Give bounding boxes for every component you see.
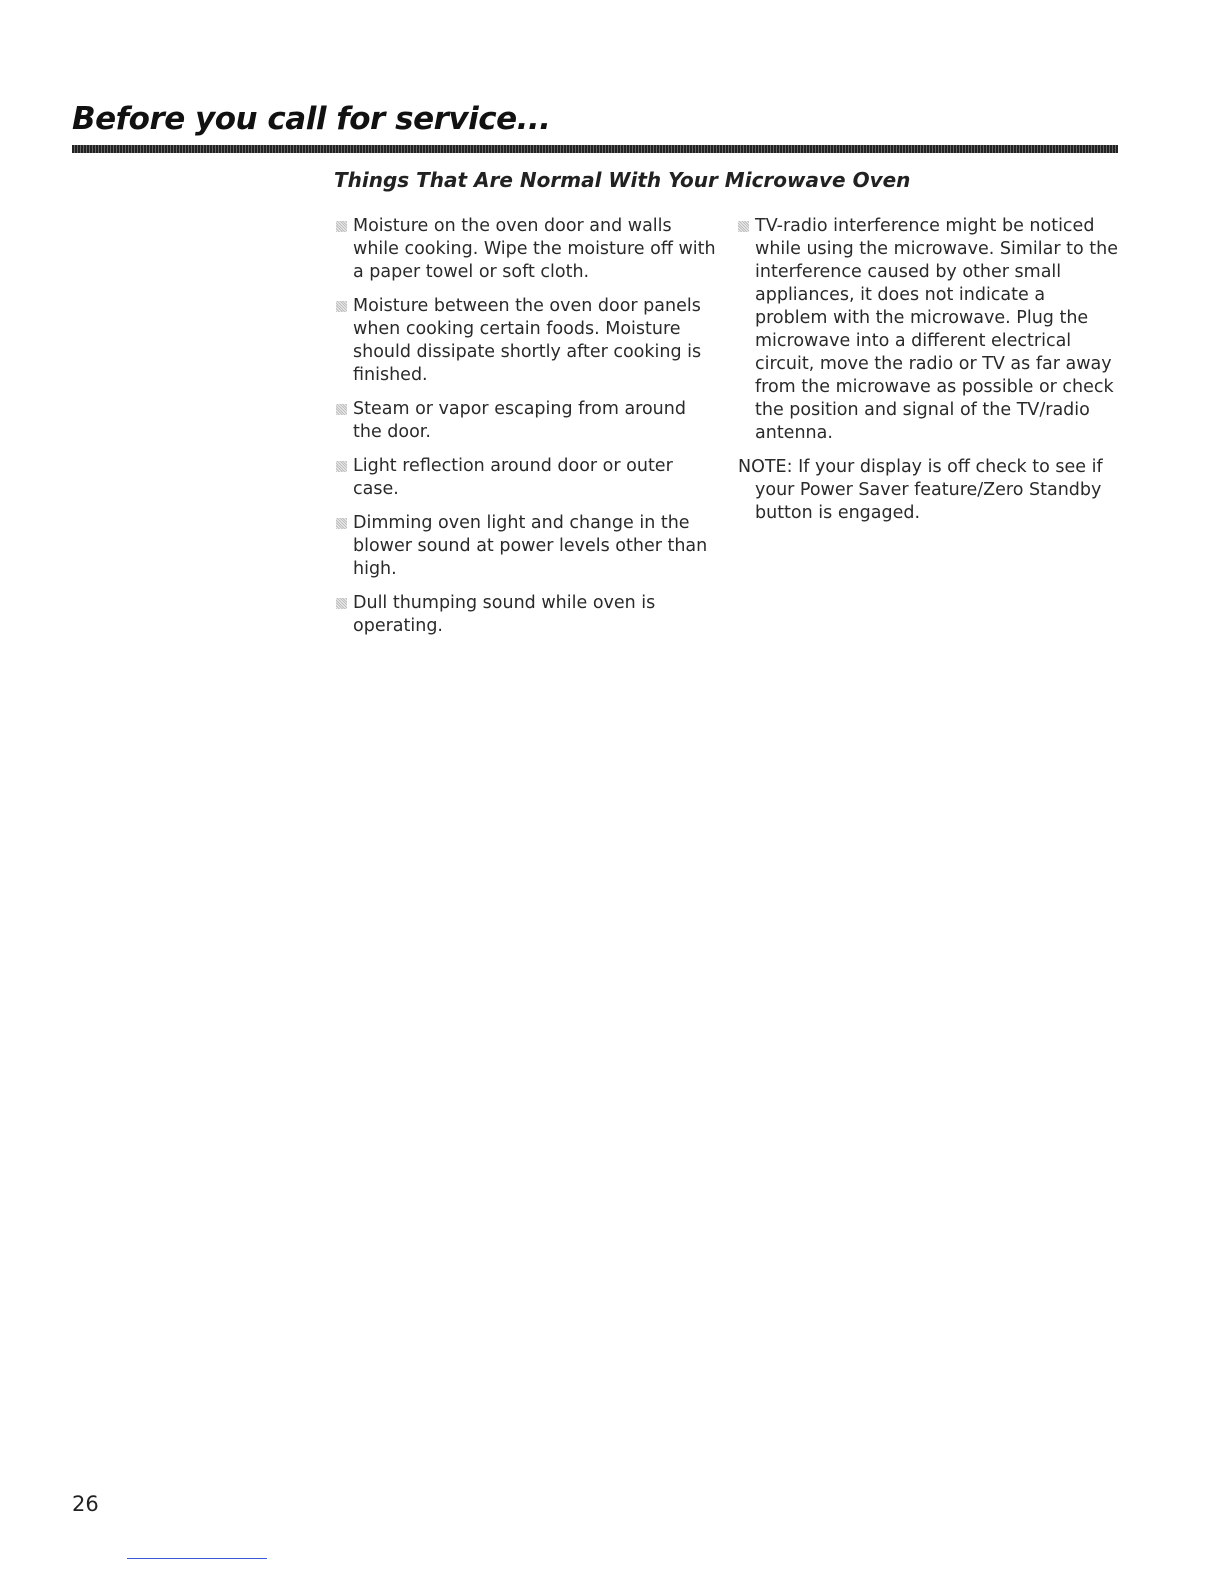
page-number: 26 — [72, 1492, 99, 1516]
list-item-text: Moisture between the oven door panels when cooking certain foods. Moisture should dissipate shortly after cooking is finished. — [353, 296, 702, 385]
square-bullet-icon — [336, 404, 347, 415]
square-bullet-icon — [336, 461, 347, 472]
square-bullet-icon — [336, 221, 347, 232]
left-column — [336, 215, 718, 649]
footer-underline — [127, 1558, 267, 1559]
square-bullet-icon — [738, 221, 749, 232]
right-column — [738, 215, 1123, 525]
list-item-text: Dull thumping sound while oven is operating. — [353, 593, 656, 636]
list-item — [336, 512, 718, 581]
list-item — [738, 215, 1123, 445]
list-item-text: TV-radio interference might be noticed while using the microwave. Similar to the interference caused by other small appliances, it does not indicate a problem with the microwave. Plug the microwave into a different electrical circuit, move the radio or TV as far away from the microwave as possible or check the position and signal of the TV/radio antenna. — [755, 216, 1118, 443]
list-item-text: Light reflection around door or outer case. — [353, 456, 673, 499]
title-rule — [72, 145, 1118, 153]
note — [738, 456, 1123, 525]
list-item-text: Steam or vapor escaping from around the door. — [353, 399, 686, 442]
list-item — [336, 295, 718, 387]
page-title: Before you call for service... — [72, 101, 551, 137]
square-bullet-icon — [336, 598, 347, 609]
list-item — [336, 592, 718, 638]
list-item — [336, 398, 718, 444]
list-item-text: Dimming oven light and change in the blower sound at power levels other than high. — [353, 513, 708, 579]
note-label: NOTE: — [738, 457, 793, 477]
note-text: If your display is off check to see if your Power Saver feature/Zero Standby button is engaged. — [755, 457, 1103, 523]
list-item-text: Moisture on the oven door and walls while cooking. Wipe the moisture off with a paper towel or soft cloth. — [353, 216, 716, 282]
section-heading: Things That Are Normal With Your Microwave Oven — [334, 168, 911, 192]
list-item — [336, 455, 718, 501]
square-bullet-icon — [336, 518, 347, 529]
list-item — [336, 215, 718, 284]
square-bullet-icon — [336, 301, 347, 312]
